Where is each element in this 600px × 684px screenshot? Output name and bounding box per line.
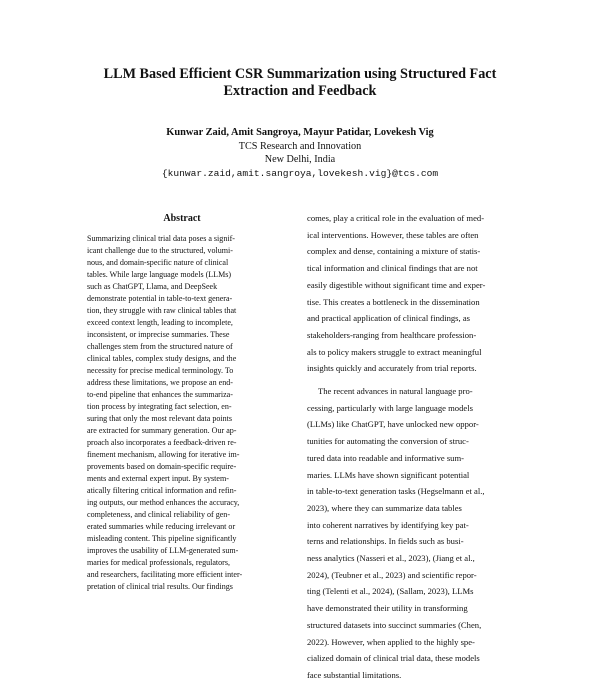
text-line: atically filtering critical information and refin- bbox=[87, 486, 237, 495]
abstract-body bbox=[87, 233, 277, 593]
text-line: such as ChatGPT, Llama, and DeepSeek bbox=[87, 282, 218, 291]
author-list: Kunwar Zaid, Amit Sangroya, Mayur Patidar, Lovekesh Vig bbox=[166, 127, 434, 138]
text-line: comes, play a critical role in the evaluation of med- bbox=[307, 213, 485, 223]
text-line: (LLMs) like ChatGPT, have unlocked new oppor- bbox=[307, 419, 479, 430]
text-line: pretation of clinical trial results. Our findings bbox=[87, 582, 233, 591]
text-line: in table-to-text generation tasks (Hegselmann et al., bbox=[307, 486, 485, 497]
text-line: ting (Telenti et al., 2024), (Sallam, 2023), LLMs bbox=[307, 586, 474, 597]
text-line: insights quickly and accurately from trial reports. bbox=[307, 363, 477, 374]
text-line: and practical application of clinical findings, as bbox=[307, 313, 470, 324]
text-line: ing outputs, our method enhances the accuracy, bbox=[87, 498, 240, 507]
intro-paragraph-1 bbox=[307, 210, 533, 377]
text-line: cessing, particularly with large language models bbox=[307, 402, 473, 413]
text-line: Summarizing clinical trial data poses a signif- bbox=[87, 234, 235, 243]
text-line: tise. This creates a bottleneck in the dissemination bbox=[307, 296, 480, 307]
title-line-1: LLM Based Efficient CSR Summarization using Structured Fact bbox=[103, 66, 497, 82]
affiliation bbox=[60, 140, 540, 180]
text-line: nous, and domain-specific nature of clinical bbox=[87, 258, 229, 267]
text-line: have demonstrated their utility in transforming bbox=[307, 603, 468, 614]
text-line: necessity for precise medical terminology. To bbox=[87, 366, 234, 375]
text-line: misleading content. This pipeline significantly bbox=[87, 534, 237, 543]
text-line: completeness, and clinical reliability of gen- bbox=[87, 510, 231, 519]
intro-paragraph-2 bbox=[307, 383, 533, 684]
text-line: maries for medical professionals, regulators, bbox=[87, 558, 231, 567]
text-line: 2024), (Teubner et al., 2023) and scientific repor- bbox=[307, 569, 477, 580]
title-line-2: Extraction and Feedback bbox=[223, 83, 377, 99]
text-line: ness analytics (Nasseri et al., 2023), (Jiang et al., bbox=[307, 553, 475, 564]
text-line: stakeholders-ranging from healthcare profession- bbox=[307, 329, 477, 340]
text-line: and researchers, facilitating more efficient inter- bbox=[87, 570, 243, 579]
text-line: ical interventions. However, these tables are often bbox=[307, 229, 479, 240]
text-line: address these limitations, we propose an end- bbox=[87, 378, 233, 387]
author-emails: {kunwar.zaid,amit.sangroya,lovekesh.vig}@tcs.com bbox=[161, 167, 439, 179]
text-line: cialized domain of clinical trial data, these models bbox=[307, 653, 480, 664]
text-line: complex and dense, containing a mixture of statis- bbox=[307, 246, 481, 257]
affiliation-org: TCS Research and Innovation bbox=[238, 141, 362, 152]
text-line: into coherent narratives by identifying key pat- bbox=[307, 519, 469, 530]
text-line: terns and relationships. In fields such as busi- bbox=[307, 536, 464, 547]
text-line: clinical tables, complex study designs, and the bbox=[87, 354, 237, 363]
text-line: easily digestible without significant time and exper- bbox=[307, 279, 486, 290]
text-line: proach also incorporates a feedback-driven re- bbox=[87, 438, 237, 447]
text-line: ments and external expert input. By system- bbox=[87, 474, 229, 483]
text-line: 2022). However, when applied to the highly spe- bbox=[307, 636, 475, 647]
text-line: The recent advances in natural language pro- bbox=[318, 386, 473, 397]
text-line: improves the usability of LLM-generated sum- bbox=[87, 546, 239, 555]
text-line: suring that only the most relevant data points bbox=[87, 414, 233, 423]
text-line: tical information and clinical findings that are not bbox=[307, 263, 478, 274]
text-line: maries. LLMs have shown significant potential bbox=[307, 469, 470, 480]
text-line: provements based on domain-specific require- bbox=[87, 462, 237, 471]
intro-column bbox=[307, 210, 533, 684]
text-line: structured datasets into succinct summaries (Chen, bbox=[307, 619, 482, 630]
paper-title bbox=[60, 66, 540, 100]
text-line: erated summaries while reducing irrelevant or bbox=[87, 522, 236, 531]
text-line: icant challenge due to the structured, volumi- bbox=[87, 246, 233, 255]
text-line: tunities for automating the conversion of struc- bbox=[307, 436, 469, 447]
text-line: inconsistent, or imprecise summaries. These bbox=[87, 330, 230, 339]
text-line: finement mechanism, allowing for iterative im- bbox=[87, 450, 240, 459]
text-line: demonstrate potential in table-to-text genera- bbox=[87, 294, 233, 303]
abstract-heading: Abstract bbox=[163, 213, 201, 224]
affiliation-location: New Delhi, India bbox=[264, 154, 336, 166]
text-line: exceed context length, leading to incomplete, bbox=[87, 318, 233, 327]
text-line: 2023), where they can summarize data tables bbox=[307, 502, 462, 513]
text-line: als to policy makers struggle to extract meaningful bbox=[307, 346, 482, 357]
text-line: face substantial limitations. bbox=[307, 669, 402, 680]
text-line: tion process by integrating fact selection, en- bbox=[87, 402, 232, 411]
text-line: tured data into readable and informative sum- bbox=[307, 452, 465, 463]
text-line: to-end pipeline that enhances the summariza- bbox=[87, 390, 233, 399]
text-line: challenges stem from the structured nature of bbox=[87, 342, 233, 351]
text-line: are extracted for summary generation. Our ap- bbox=[87, 426, 237, 435]
text-line: tables. While large language models (LLMs) bbox=[87, 270, 232, 279]
text-line: tion, they struggle with raw clinical tables that bbox=[87, 306, 237, 315]
